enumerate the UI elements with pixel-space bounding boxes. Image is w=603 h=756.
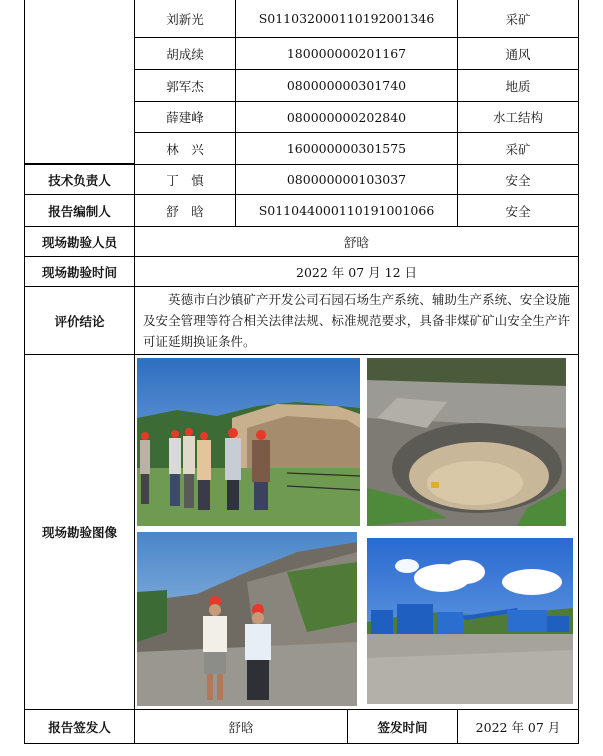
member-cert: 080000000301740 xyxy=(235,69,458,102)
member-cert: 180000000201167 xyxy=(235,37,458,70)
tech-lead-role: 安全 xyxy=(457,164,579,195)
member-role: 通风 xyxy=(457,37,579,70)
signer-label: 报告签发人 xyxy=(24,709,135,744)
member-name: 刘新光 xyxy=(134,0,236,38)
conclusion-text: 英德市白沙镇矿产开发公司石园石场生产系统、辅助生产系统、安全设施及安全管理等符合相关法律法规、标准规范要求，具备非煤矿矿山安全生产许可证延期换证条件。 xyxy=(143,292,570,349)
sign-date-value: 2022 年 07 月 xyxy=(457,709,579,744)
tech-lead-name: 丁 慎 xyxy=(134,164,236,195)
member-cert: 160000000301575 xyxy=(235,132,458,165)
conclusion-label: 评价结论 xyxy=(24,286,135,355)
photo-processing-plant xyxy=(367,538,573,704)
member-role: 水工结构 xyxy=(457,101,579,133)
member-name: 胡成续 xyxy=(134,37,236,70)
member-cert: S011032000110192001346 xyxy=(235,0,458,38)
photo-survey-team xyxy=(137,358,360,526)
survey-images-label: 现场勘验图像 xyxy=(24,354,135,710)
report-author-label: 报告编制人 xyxy=(24,194,135,227)
signer-value: 舒晗 xyxy=(134,709,348,744)
report-author-cert: S011044000110191001066 xyxy=(235,194,458,227)
member-role: 地质 xyxy=(457,69,579,102)
survey-time-label: 现场勘验时间 xyxy=(24,256,135,287)
member-role: 采矿 xyxy=(457,132,579,165)
tech-lead-label: 技术负责人 xyxy=(24,164,135,195)
conclusion-text-cell xyxy=(134,286,579,355)
team-label-cell xyxy=(24,0,135,164)
member-cert: 080000000202840 xyxy=(235,101,458,133)
sign-date-label: 签发时间 xyxy=(347,709,458,744)
photo-two-surveyors xyxy=(137,532,357,706)
member-name: 薛建峰 xyxy=(134,101,236,133)
survey-time-value: 2022 年 07 月 12 日 xyxy=(134,256,579,287)
tech-lead-cert: 080000000103037 xyxy=(235,164,458,195)
survey-staff-label: 现场勘验人员 xyxy=(24,226,135,257)
report-author-role: 安全 xyxy=(457,194,579,227)
photo-open-pit xyxy=(367,358,566,526)
member-role: 采矿 xyxy=(457,0,579,38)
report-author-name: 舒 晗 xyxy=(134,194,236,227)
survey-staff-value: 舒晗 xyxy=(134,226,579,257)
member-name: 林 兴 xyxy=(134,132,236,165)
member-name: 郭军杰 xyxy=(134,69,236,102)
